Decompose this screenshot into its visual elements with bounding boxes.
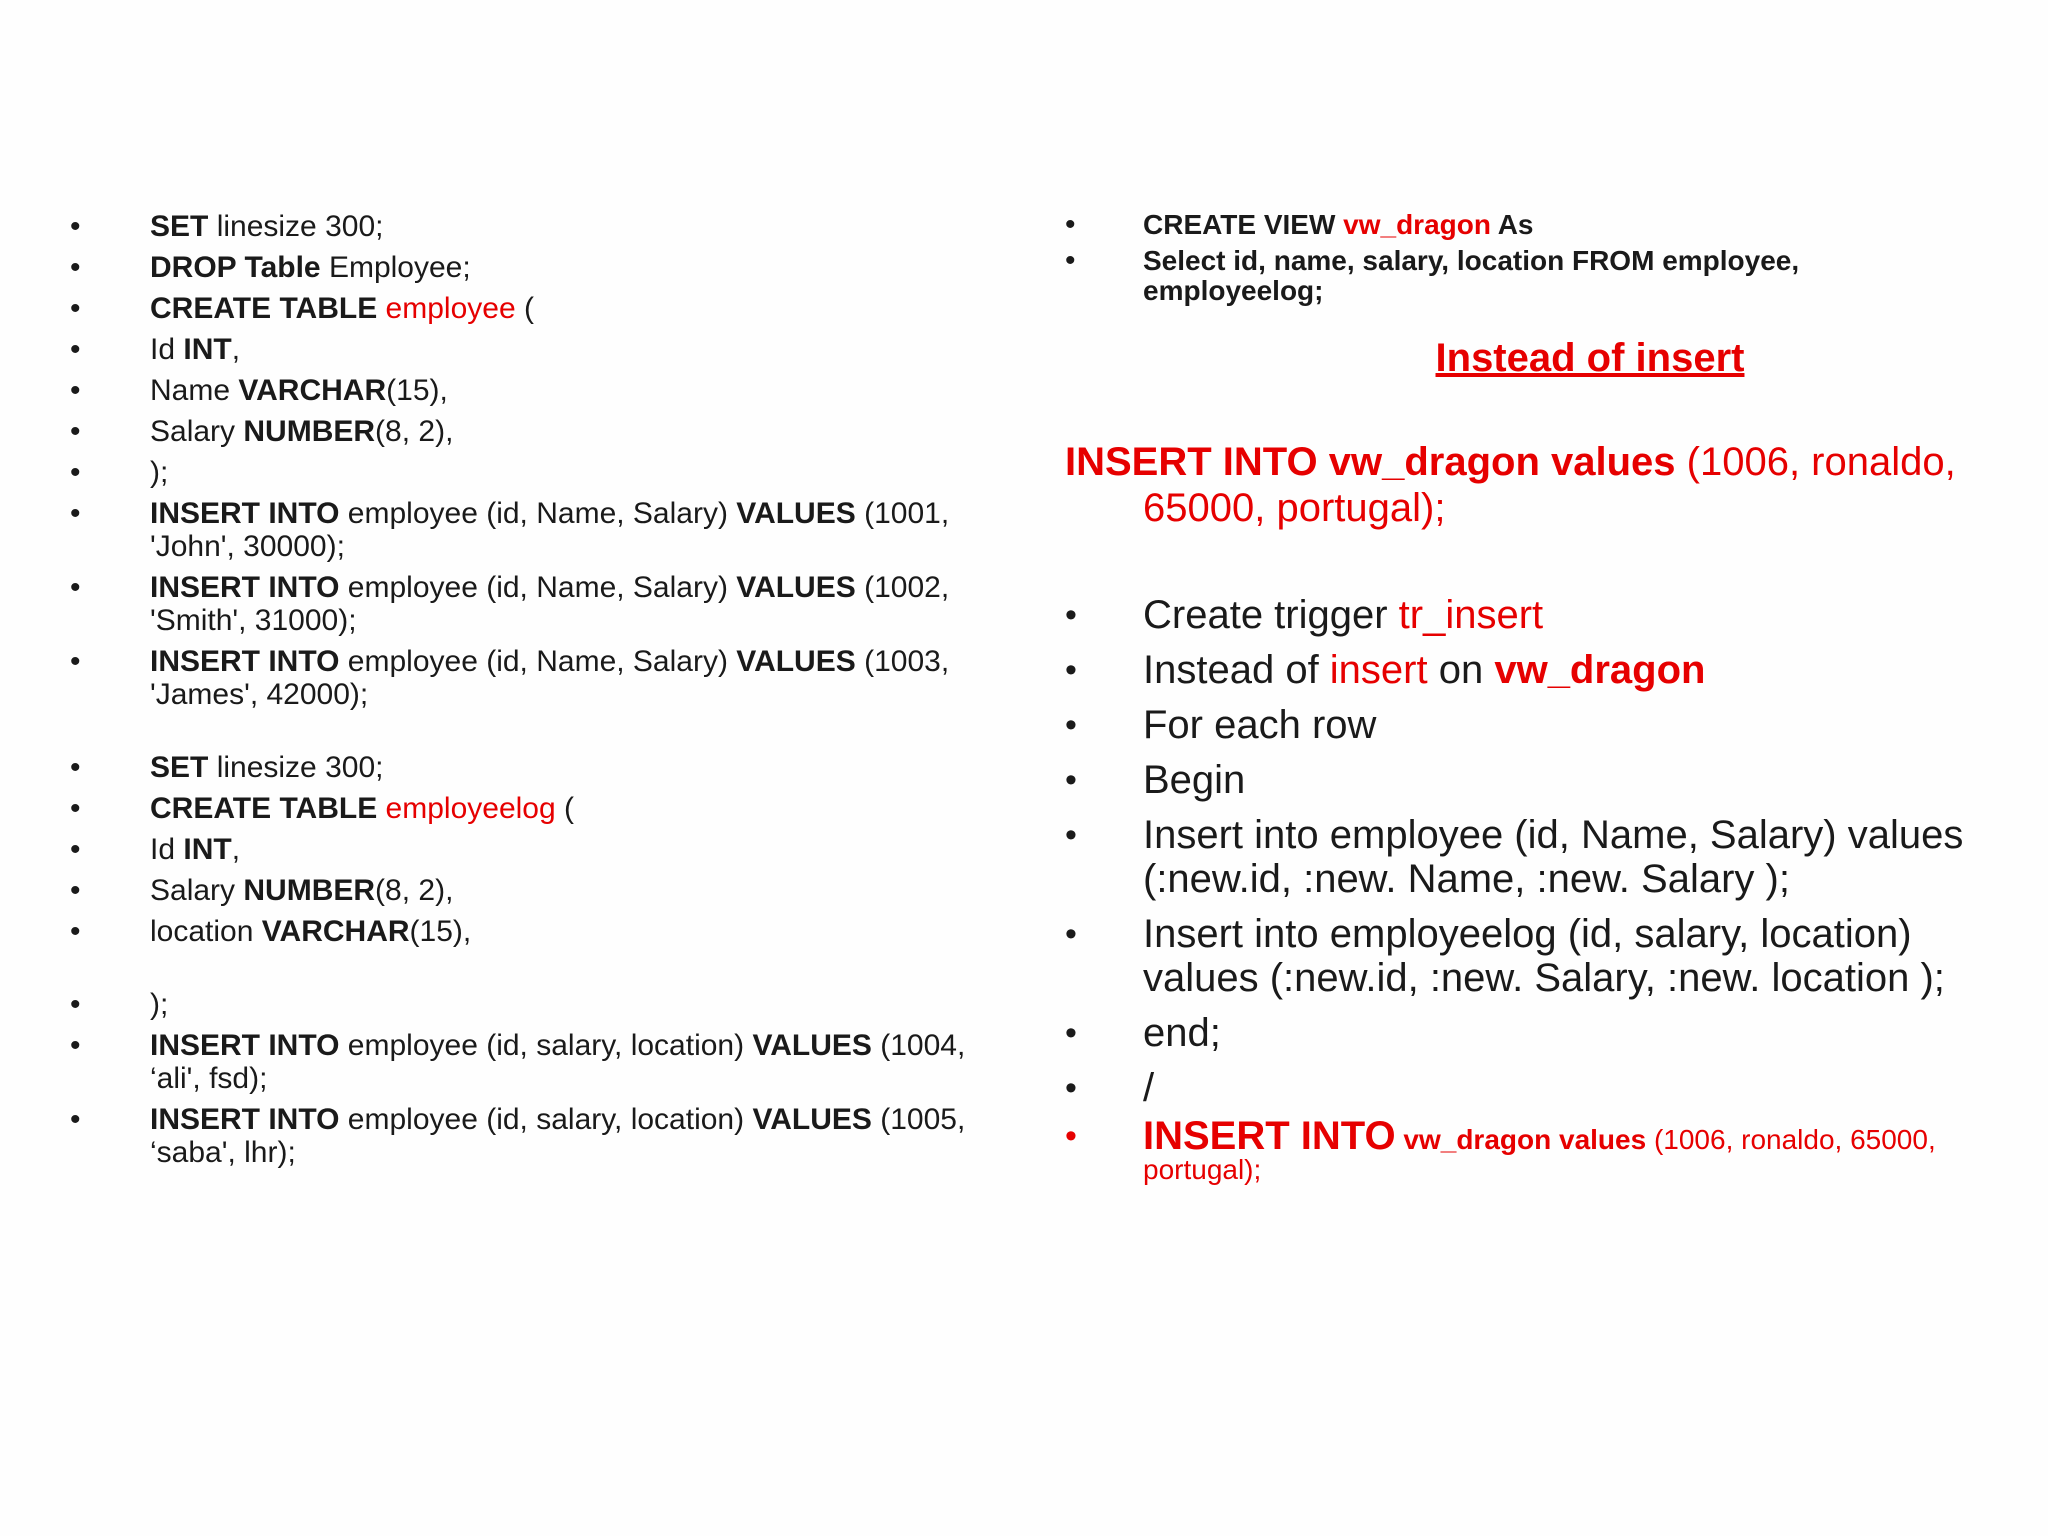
view-name: vw_dragon values (1395, 1124, 1647, 1155)
keyword: INSERT INTO (150, 497, 340, 530)
text: (15), (409, 915, 472, 948)
view-list (1065, 210, 1965, 306)
trigger-list (1065, 593, 1965, 1185)
code-line (1065, 703, 1965, 747)
trigger-name: tr_insert (1398, 593, 1544, 637)
table-name: employee (377, 292, 516, 325)
code-line (1065, 813, 1965, 901)
code-line (70, 1103, 1000, 1169)
left-column (70, 210, 1000, 1177)
text: ( (515, 292, 534, 325)
event-name: insert (1329, 648, 1428, 692)
code-line (70, 1029, 1000, 1095)
text: Id (150, 333, 184, 366)
code-line (1065, 912, 1965, 1000)
code-line (1065, 593, 1965, 637)
text: employee (id, salary, location) (339, 1103, 753, 1136)
keyword: VALUES (736, 497, 856, 530)
keyword: CREATE VIEW (1143, 209, 1344, 240)
keyword: VALUES (752, 1103, 872, 1136)
code-line (70, 333, 1000, 366)
text: location (150, 915, 262, 948)
keyword: SET (150, 210, 209, 243)
code-line (1065, 210, 1965, 240)
code-line (1065, 246, 1965, 306)
text: (1004, ‘ali', fsd); (150, 1029, 966, 1095)
code-line (70, 751, 1000, 784)
text: Salary (150, 874, 244, 907)
insert-keyword: INSERT INTO vw_dragon values (1065, 440, 1676, 484)
code-line (1065, 1011, 1965, 1055)
text: Name (150, 374, 239, 407)
code-line (70, 210, 1000, 243)
text: linesize 300; (208, 210, 384, 243)
code-line (70, 988, 1000, 1021)
text: (15), (386, 374, 448, 407)
keyword: INSERT INTO (150, 645, 340, 678)
text: Begin (1143, 758, 1246, 802)
code-line (70, 571, 1000, 637)
section-heading: Instead of insert (1435, 336, 1745, 380)
keyword: As (1490, 209, 1534, 240)
keyword: VARCHAR (238, 374, 387, 407)
text: employee (id, Name, Salary) (339, 645, 737, 678)
code-line (70, 497, 1000, 563)
keyword: VALUES (736, 645, 856, 678)
keyword: SET (150, 751, 209, 784)
keyword: CREATE TABLE (150, 292, 378, 325)
keyword: CREATE TABLE (150, 792, 378, 825)
left-code-list (70, 210, 1000, 1169)
text: linesize 300; (208, 751, 384, 784)
code-line (70, 374, 1000, 407)
keyword: VALUES (736, 571, 856, 604)
text: Instead of (1143, 648, 1330, 692)
keyword: NUMBER (243, 415, 376, 448)
text: employee (id, salary, location) (339, 1029, 753, 1062)
text: ); (150, 456, 169, 489)
insert-statement (1065, 439, 1965, 531)
insert-values: (1006, ronaldo, 65000, portugal); (1143, 440, 1956, 530)
text: on (1427, 648, 1495, 692)
code-line (70, 415, 1000, 448)
keyword: INSERT INTO (150, 1103, 340, 1136)
text: Salary (150, 415, 244, 448)
code-line (70, 645, 1000, 711)
keyword: INT (183, 333, 232, 366)
code-line (1065, 1066, 1965, 1110)
trigger-block (1065, 593, 1965, 1185)
text: For each row (1143, 703, 1377, 747)
text: (1002, 'Smith', 31000); (150, 571, 950, 637)
text: , (231, 333, 241, 366)
text: , (231, 833, 241, 866)
code-line (1065, 758, 1965, 802)
text: / (1143, 1066, 1155, 1110)
text: (1003, 'James', 42000); (150, 645, 950, 711)
text: Employee; (320, 251, 471, 284)
keyword: Select id, name, salary, location FROM employee, employeelog; (1143, 245, 1800, 306)
keyword: INSERT INTO (150, 1029, 340, 1062)
code-line (70, 833, 1000, 866)
code-line (70, 292, 1000, 325)
code-line (70, 251, 1000, 284)
text: Insert into employeelog (id, salary, location) values (:new.id, :new. Salary, :new. location ); (1143, 912, 1945, 1000)
text: employee (id, Name, Salary) (339, 571, 737, 604)
keyword: INSERT INTO (150, 571, 340, 604)
text: end; (1143, 1011, 1221, 1055)
code-line (70, 792, 1000, 825)
keyword: INT (183, 833, 232, 866)
insert-values: (1006, ronaldo, 65000, portugal); (1143, 1124, 1936, 1185)
text: (1005, ‘saba', lhr); (150, 1103, 966, 1169)
insert-keyword: INSERT INTO (1143, 1114, 1396, 1158)
code-line (70, 915, 1000, 948)
keyword: VARCHAR (261, 915, 410, 948)
text: Id (150, 833, 184, 866)
text: employee (id, Name, Salary) (339, 497, 737, 530)
view-name: vw_dragon (1343, 209, 1491, 240)
code-line (1065, 648, 1965, 692)
text: Insert into employee (id, Name, Salary) values (:new.id, :new. Name, :new. Salary ); (1143, 813, 1964, 901)
text: (8, 2), (375, 415, 454, 448)
right-column (1065, 210, 1965, 1196)
text: ( (555, 792, 574, 825)
code-line (70, 456, 1000, 489)
keyword: DROP Table (150, 251, 321, 284)
code-line (1065, 1114, 1965, 1185)
keyword: NUMBER (243, 874, 376, 907)
table-name: employeelog (377, 792, 556, 825)
view-name: vw_dragon (1494, 648, 1706, 692)
text: ); (150, 988, 169, 1021)
text: (1001, 'John', 30000); (150, 497, 950, 563)
keyword: VALUES (752, 1029, 872, 1062)
text: (8, 2), (375, 874, 454, 907)
code-line (70, 874, 1000, 907)
text: Create trigger (1143, 593, 1399, 637)
